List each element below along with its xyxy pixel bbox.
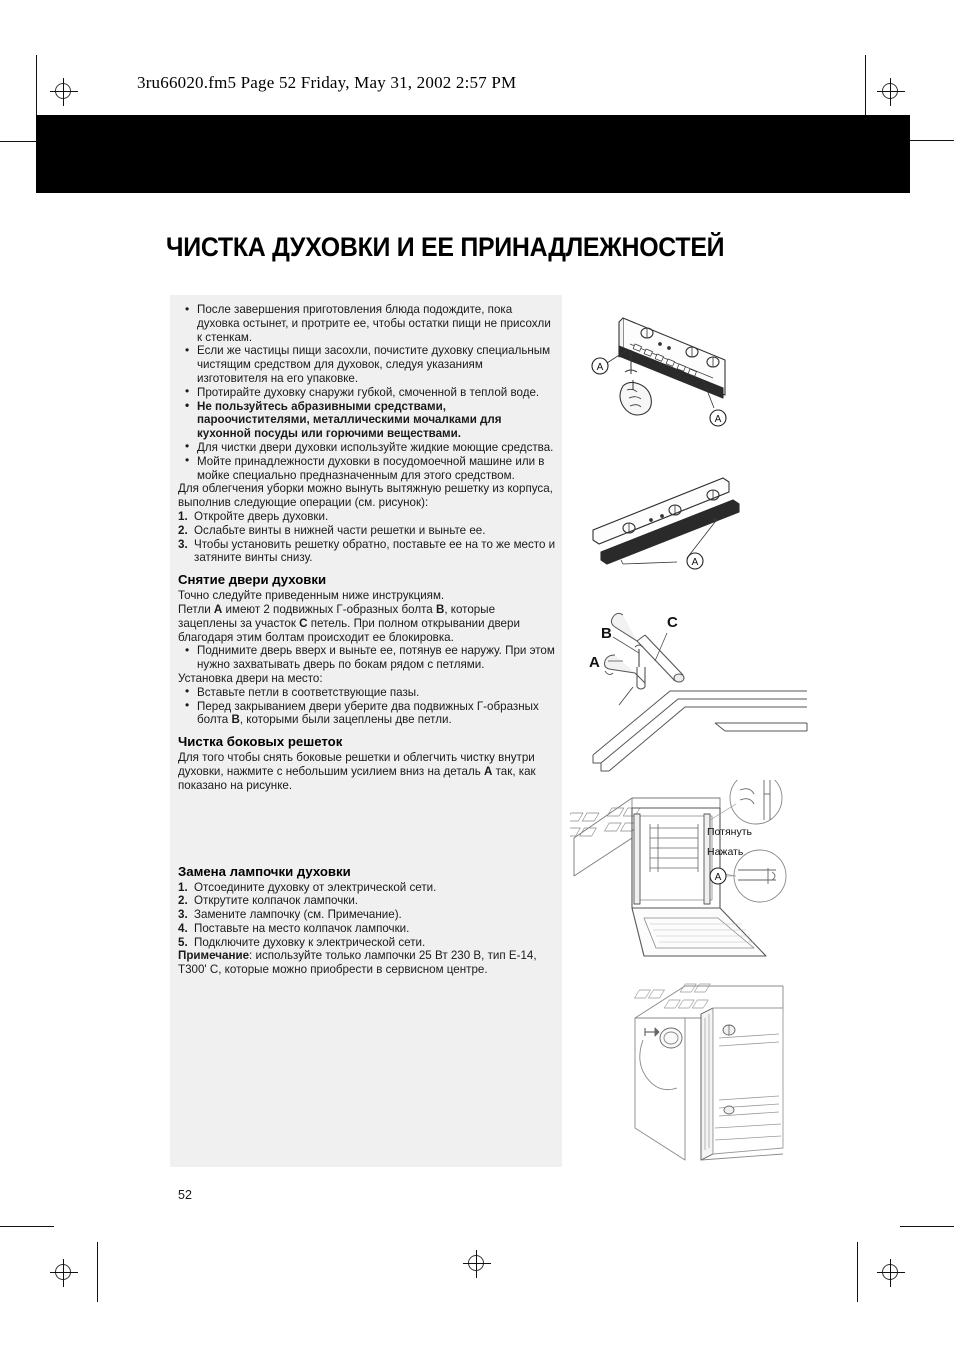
door-removal-bullets	[178, 644, 556, 672]
list-item: • После завершения приготовления блюда подождите, пока духовка остынет, и протрите ее, чтобы остатки пищи не присохли к стенкам.	[178, 303, 556, 344]
step-text: Поставьте на место колпачок лампочки.	[194, 921, 410, 935]
crop-line-bottom-left-v	[97, 1242, 98, 1302]
step-text: Откройте дверь духовки.	[194, 509, 329, 523]
section-heading-side-grids: Чистка боковых решеток	[178, 734, 343, 750]
list-item: • Протирайте духовку снаружи губкой, смоченной в теплой воде.	[178, 386, 556, 400]
part-mark-a: A	[484, 764, 493, 778]
svg-text:C: C	[667, 614, 678, 631]
figure-grille-removal-bottom	[583, 448, 798, 588]
step-text: Замените лампочку (см. Примечание).	[194, 908, 402, 922]
figure-column	[575, 300, 825, 1180]
section-heading-lamp-replacement: Замена лампочки духовки	[178, 863, 351, 879]
list-item	[178, 894, 556, 908]
text-fragment: петель. При полном открывании двери благодаря этим болтам происходит ее блокировка.	[178, 616, 520, 644]
part-mark-b: B	[435, 602, 445, 616]
list-item	[178, 700, 556, 728]
registration-mark-top-right	[877, 78, 905, 106]
step-text: Подключите духовку к электрической сети.	[194, 935, 426, 949]
figure-door-hinge	[575, 605, 810, 795]
crop-line-top-left	[36, 55, 37, 117]
callout-press: Нажать	[707, 846, 744, 858]
crop-line-top-right	[865, 55, 866, 117]
list-item: • Если же частицы пищи засохли, почистите духовку специальным чистящим средством для духовок, следуя указаниям изготовителя на его упаковке.	[178, 344, 556, 385]
list-item	[178, 908, 556, 922]
note-text: : используйте только лампочки 25 Вт 230 В, тип Е-14, T300' C, которые можно приобрести в сервисном центре.	[178, 949, 537, 977]
figure-lamp-replacement	[633, 978, 823, 1178]
grid-removal-intro: Для облегчения уборки можно вынуть вытяжную решетку из корпуса, выполнив следующие операции (см. рисунок):	[178, 482, 553, 510]
registration-mark-bottom-left	[50, 1259, 78, 1287]
step-number: 3.	[178, 908, 188, 922]
text-fragment: Петли	[178, 602, 214, 616]
page-number: 52	[178, 1188, 192, 1202]
text-column	[178, 303, 556, 977]
part-mark-c: C	[299, 616, 308, 630]
registration-mark-bottom-right	[877, 1259, 905, 1287]
crop-line-bottom-right-h	[900, 1226, 954, 1227]
door-reinstall-lead: Установка двери на место:	[178, 671, 323, 685]
step-text: Открутите колпачок лампочки.	[194, 894, 359, 908]
crop-line-bottom-left-h	[0, 1226, 54, 1227]
step-number: 3.	[178, 537, 188, 551]
list-item: • Вставьте петли в соответствующие пазы.	[178, 686, 556, 700]
grid-removal-steps	[178, 510, 556, 565]
registration-mark-top-left	[50, 78, 78, 106]
intro-bullet-list	[178, 303, 556, 482]
text-fragment: Перед закрыванием двери уберите два подвижных Г-образных болта	[197, 699, 539, 727]
list-item: • Не пользуйтесь абразивными средствами, пароочистителями, металлическими мочалками для кухонной посуды или горючими веществами.	[178, 400, 556, 441]
figure-grille-removal-top	[575, 300, 805, 465]
door-reinstall-bullets	[178, 686, 556, 727]
callout-pull: Потянуть	[707, 826, 752, 838]
door-removal-lead: Точно следуйте приведенным ниже инструкциям.	[178, 589, 445, 603]
list-item	[178, 936, 556, 950]
step-number: 1.	[178, 509, 188, 523]
crop-line-bottom-right-v	[857, 1242, 858, 1302]
side-grids-paragraph	[178, 751, 556, 792]
part-mark-a: A	[213, 602, 223, 616]
text-fragment: имеют 2 подвижных Г-образных болта	[222, 602, 436, 616]
step-text: Отсоедините духовку от электрической сети.	[194, 880, 437, 894]
list-item	[178, 538, 556, 566]
step-number: 2.	[178, 894, 188, 908]
svg-text:A: A	[714, 872, 722, 883]
list-item: • Мойте принадлежности духовки в посудомоечной машине или в мойке специально предназначенным для этого средством.	[178, 455, 556, 483]
step-number: 2.	[178, 523, 188, 537]
list-item: • Для чистки двери духовки используйте жидкие моющие средства.	[178, 441, 556, 455]
part-mark-b: B	[231, 713, 240, 727]
text-fragment: Для того чтобы снять боковые решетки и облегчить чистку внутри духовки, нажмите с небольшим усилием вниз на деталь	[178, 751, 535, 778]
text-fragment: , которые зацеплены за участок	[178, 602, 496, 630]
section-heading-door-removal: Снятие двери духовки	[178, 572, 327, 588]
lamp-note	[178, 949, 556, 977]
text-fragment: так, как показано на рисунке.	[178, 764, 536, 792]
note-label: Примечание	[178, 949, 250, 963]
file-header-line: 3ru66020.fm5 Page 52 Friday, May 31, 2002 2:57 PM	[137, 73, 517, 92]
step-number: 5.	[178, 935, 188, 949]
text-fragment: , которыми были зацеплены две петли.	[239, 713, 452, 727]
crop-line-top-right-h	[910, 140, 954, 141]
step-text: Чтобы установить решетку обратно, поставьте ее на то же место и затяните винты снизу.	[194, 537, 556, 565]
svg-text:A: A	[691, 557, 699, 568]
list-item: • Поднимите дверь вверх и выньте ее, потянув ее наружу. При этом нужно захватывать дверь по бокам рядом с петлями.	[178, 644, 556, 672]
header-black-bar	[36, 115, 910, 193]
door-removal-paragraph	[178, 603, 556, 644]
list-item	[178, 510, 556, 524]
svg-text:A: A	[596, 362, 604, 373]
step-text: Ослабьте винты в нижней части решетки и выньте ее.	[194, 523, 486, 537]
figure-side-grid-removal	[570, 780, 815, 980]
step-number: 4.	[178, 921, 188, 935]
svg-text:A: A	[589, 654, 600, 671]
list-item	[178, 922, 556, 936]
registration-mark-bottom-center	[463, 1250, 491, 1278]
svg-text:A: A	[714, 414, 722, 425]
step-number: 1.	[178, 880, 188, 894]
svg-text:B: B	[601, 625, 612, 642]
page-title: ЧИСТКА ДУХОВКИ И ЕЕ ПРИНАДЛЕЖНОСТЕЙ	[166, 232, 725, 262]
list-item	[178, 524, 556, 538]
lamp-replacement-steps	[178, 881, 556, 950]
crop-line-top-left-h	[0, 141, 38, 142]
list-item	[178, 881, 556, 895]
